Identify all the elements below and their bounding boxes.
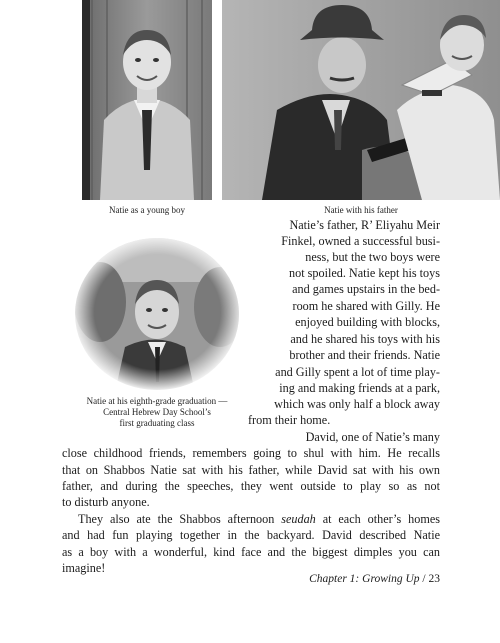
paragraph-line: and he shared his toys with his [290, 332, 440, 346]
paragraph-italic-word: seudah [281, 512, 316, 526]
paragraph-line: to disturb anyone. [62, 495, 150, 509]
paragraph-text: They also ate the Shabbos afternoon [78, 512, 282, 526]
paragraph-line: as a boy with a wonderful, kind face and the biggest dimples you can [62, 545, 440, 559]
caption-graduation [62, 396, 252, 429]
paragraph-line: David, one of Natie’s many [305, 430, 440, 444]
paragraph-text: at each other’s homes [315, 512, 440, 526]
photo-young-boy [82, 0, 212, 200]
caption-graduation-line: first graduating class [119, 418, 195, 428]
paragraph-line: and Gilly spent a lot of time play- [275, 365, 440, 379]
page-number: / 23 [422, 573, 440, 585]
caption-with-father: Natie with his father [324, 205, 398, 215]
paragraph-line: Finkel, owned a successful busi- [281, 234, 440, 248]
paragraph-line: brother and their friends. Natie [289, 348, 440, 362]
paragraph-line: that on Shabbos Natie sat with his father, while David sat with his own [62, 463, 440, 477]
paragraph-line: imagine! [62, 561, 106, 575]
paragraph-line: enjoyed building with blocks, [295, 315, 440, 329]
paragraph-line: from their home. [248, 413, 331, 427]
paragraph-line: close childhood friends, remembers going to shul with him. He recalls [62, 446, 440, 460]
paragraph-line: not spoiled. Natie kept his toys [289, 266, 440, 280]
caption-graduation-line: Central Hebrew Day School’s [103, 407, 211, 417]
photo-graduation [70, 232, 245, 392]
paragraph-line: and had fun playing together in the backyard. David described Natie [62, 528, 440, 542]
paragraph-line: father, and during the speeches, they went outside to play so as not [62, 479, 440, 493]
paragraph-line: Natie’s father, R’ Eliyahu Meir [289, 218, 440, 232]
paragraph-line [78, 511, 440, 528]
chapter-title: Chapter 1: Growing Up [309, 573, 420, 585]
paragraph-line: and games upstairs in the bed- [292, 282, 440, 296]
paragraph-line: which was only half a block away [274, 397, 440, 411]
paragraph-line: ness, but the two boys were [305, 250, 440, 264]
caption-young-boy: Natie as a young boy [109, 205, 185, 215]
paragraph-line: ing and making friends at a park, [279, 381, 440, 395]
photo-with-father [222, 0, 500, 200]
caption-graduation-line: Natie at his eighth-grade graduation — [86, 396, 228, 406]
paragraph-line: room he shared with Gilly. He [292, 299, 440, 313]
page-footer [250, 573, 440, 585]
